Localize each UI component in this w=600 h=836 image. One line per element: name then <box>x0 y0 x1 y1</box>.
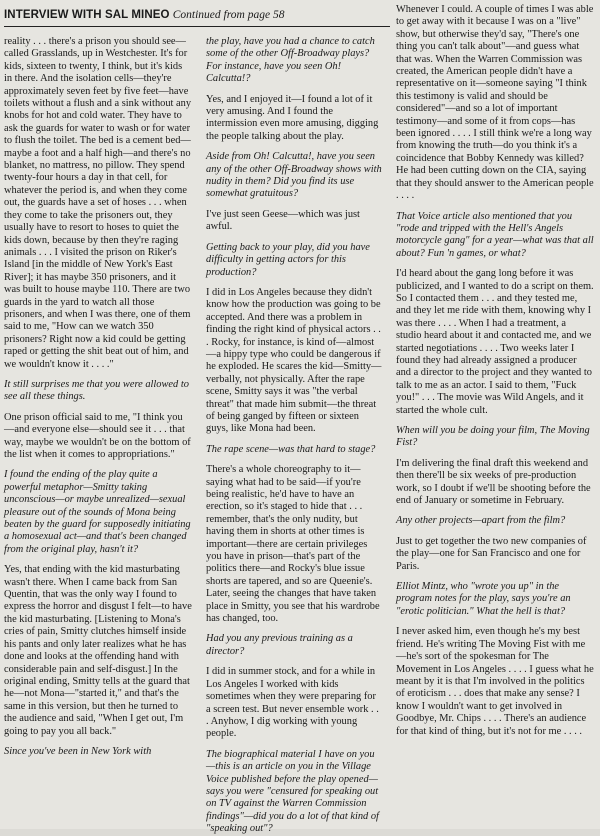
text-column-1 <box>4 36 192 826</box>
interview-answer: Whenever I could. A couple of times I was able to get away with it because I was on a "live" show, but otherwise they'd say, "There's one thing you can't talk about"—and guess what that was. When the Warren Commission was created, the American people didn't have a representative on it—someone saying "I think this testimony is valid and should be considered"—and so a lot of important testimony—and some of it from cops—has been ignored . . . . I still think we're a long way from knowing the truth—do you think it's a coincidence that Bobby Kennedy was killed? He had been cutting down on the CIA, saying that they should answer to the American people . . . . <box>396 4 594 202</box>
interview-question: Had you any previous training as a director? <box>206 633 353 657</box>
interview-question: Elliot Mintz, who "wrote you up" in the program notes for the play, says you're an "erotic politician." What the hell is that? <box>396 581 571 617</box>
interview-answer: I'm delivering the final draft this weekend and then there'll be six weeks of pre-production work, so I doubt if we'll be shooting before the end of January or sometime in February. <box>396 457 591 507</box>
interview-question: When will you be doing your film, The Moving Fist? <box>396 425 590 449</box>
interview-answer: Yes, that ending with the kid masturbating wasn't there. When I came back from San Quentin, that was the only way I found to express the horror and disgust I felt—to have the kid masturbating. [Listening to Mona's cries of pain, Smitty clutches himself inside his pants and only later realizes what he has done and looks at the offending hand with considerable pain and self-disgust.] In the original ending, Smitty tells at the guard that he—not Mona—"started it," and that's the same in this version, but then he turned to the audience and said, "When I get out, I'm going to pay you all back." <box>4 564 192 737</box>
interview-answer: I've just seen Geese—which was just awful. <box>206 208 360 233</box>
text-column-3 <box>396 4 594 826</box>
header-title: INTERVIEW WITH SAL MINEO <box>4 9 170 21</box>
interview-question: That Voice article also mentioned that you "rode and tripped with the Hell's Angels motorcycle gang" for a year—what was that all about? Fun 'n games, or what? <box>396 210 594 259</box>
interview-answer: Just to get together the two new companies of the play—one for San Francisco and one for Paris. <box>396 535 587 572</box>
interview-question: The biographical material I have on you—this is an article on you in the Village Voice published before the play opened—says you were "censured for speaking out on TV against the Warren Commission findings"—did you do a lot of that kind of "speaking out"? <box>206 748 379 835</box>
interview-answer: There's a whole choreography to it—saying what had to be said—if you're being realistic, he'd have to have an erection, so it's staged to hide that . . . remember, that's the only nudity, but having them in shorts at other times is important—there are certain privileges you have in prison—that's part of the politics there—and Rocky's blue issue shorts are tapered, and so are Queenie's. Later, seeing the changes that have taken place in Smitty, you see that his wardrobe has changed, too. <box>206 464 380 625</box>
interview-answer: I'd heard about the gang long before it was publicized, and I wanted to do a script on them. So I contacted them . . . and they tested me, and they let me ride with them, knowing why I was there . . . . When I had a treatment, a studio heard about it and contacted me, and we started negotiations . . . . Two weeks later I found they had already assigned a producer and a director to the project and they wanted to talk to me as an actor. I said to them, "Fuck you!" . . . The movie was Wild Angels, and it started the whole cult. <box>396 268 594 416</box>
interview-answer: reality . . . there's a prison you should see—called Grasslands, up in Westchester. It's for kids, sixteen to twenty, I think, but it's kids in there. And the isolation cells—they're approximately seven feet by five feet—have toilets without a flush and a sink without any knobs for hot and cold water. They have to ask the guards for water to wash or for water to flush the toilet. The bed is a cement bed—maybe a foot and a half high—and there's no blanket, no mattress, no pillow. They spend twenty-four hours a day in that cell, for whatever the period is, and when they come out, the guards have a set of hoses . . . when they come to take the prisoners out, they usually have to resort to hoses to quiet the kids down, because by then they're raging animals . . . I visited the prison on Riker's Island [in the middle of New York's East River]; it has maybe 350 prisoners, and it was built to house maybe 110. There are two guards in the yard to watch all those prisoners, and when I was there, one of them said to me, "How can we watch 350 prisoners? Right now a kid could be getting raped or getting the shit beat out of him, and we wouldn't know it . . . ." <box>4 36 192 370</box>
interview-answer: I did in summer stock, and for a while in Los Angeles I worked with kids sometimes when they were preparing for a screen test. But never ensemble work . . . Anyhow, I dig working with young people. <box>206 666 379 740</box>
interview-question: Getting back to your play, did you have difficulty in getting actors for this production? <box>206 241 370 278</box>
header-continued-note: Continued from page 58 <box>172 9 285 21</box>
interview-answer: Yes, and I enjoyed it—I found a lot of it very amusing. And I found the intermission even more amusing, digging the people talking about the play. <box>206 93 379 142</box>
interview-question: The rape scene—was that hard to stage? <box>206 443 376 455</box>
interview-answer: I never asked him, even though he's my best friend. He's writing The Moving Fist with me—he's sort of the spokesman for The Movement in Los Angeles . . . . I guess what he meant by it is that I'm involved in the politics of eroticism . . . does that make any sense? I know I wouldn't want to get involved in Goodbye, Mr. Chips . . . . There's an audience for that kind of thing, but it's not for me . . . . <box>396 626 594 737</box>
interview-answer: One prison official said to me, "I think you—and everyone else—should see it . . . that way, maybe we wouldn't be on the bottom of the list when it comes to appropriations." <box>4 411 191 460</box>
interview-question: I found the ending of the play quite a powerful metaphor—Smitty taking unconscious—or maybe unrealized—sexual pleasure out of the sounds of Mona being beaten by the guard for supposedly initiating a homosexual act—and that's been changed from the original play, hasn't it? <box>4 469 191 555</box>
interview-answer: I did in Los Angeles because they didn't know how the production was going to be accepted. And there was a problem in finding the right kind of physical actors . . . Rocky, for instance, is kind of—almost—a hippy type who could be dangerous if he exploded. He scares the kid—Smitty—verbally, not physically. After the rape scene, Smitty says it was "the verbal threat" that made him submit—the threat of being ganged by fifteen or sixteen guys, like Mona had been. <box>206 286 382 435</box>
interview-question: Since you've been in New York with <box>4 745 152 757</box>
interview-question: Any other projects—apart from the film? <box>396 515 566 527</box>
interview-question: the play, have you had a chance to catch some of the other Off-Broadway plays? For instance, have you seen Oh! Calcutta!? <box>206 36 375 85</box>
text-column-2 <box>206 36 382 835</box>
page-header <box>4 4 390 27</box>
interview-question: Aside from Oh! Calcutta!, have you seen any of the other Off-Broadway shows with nudity in them? Did you find its use somewhat gratuitous? <box>206 151 382 200</box>
interview-question: It still surprises me that you were allowed to see all these things. <box>4 378 189 403</box>
